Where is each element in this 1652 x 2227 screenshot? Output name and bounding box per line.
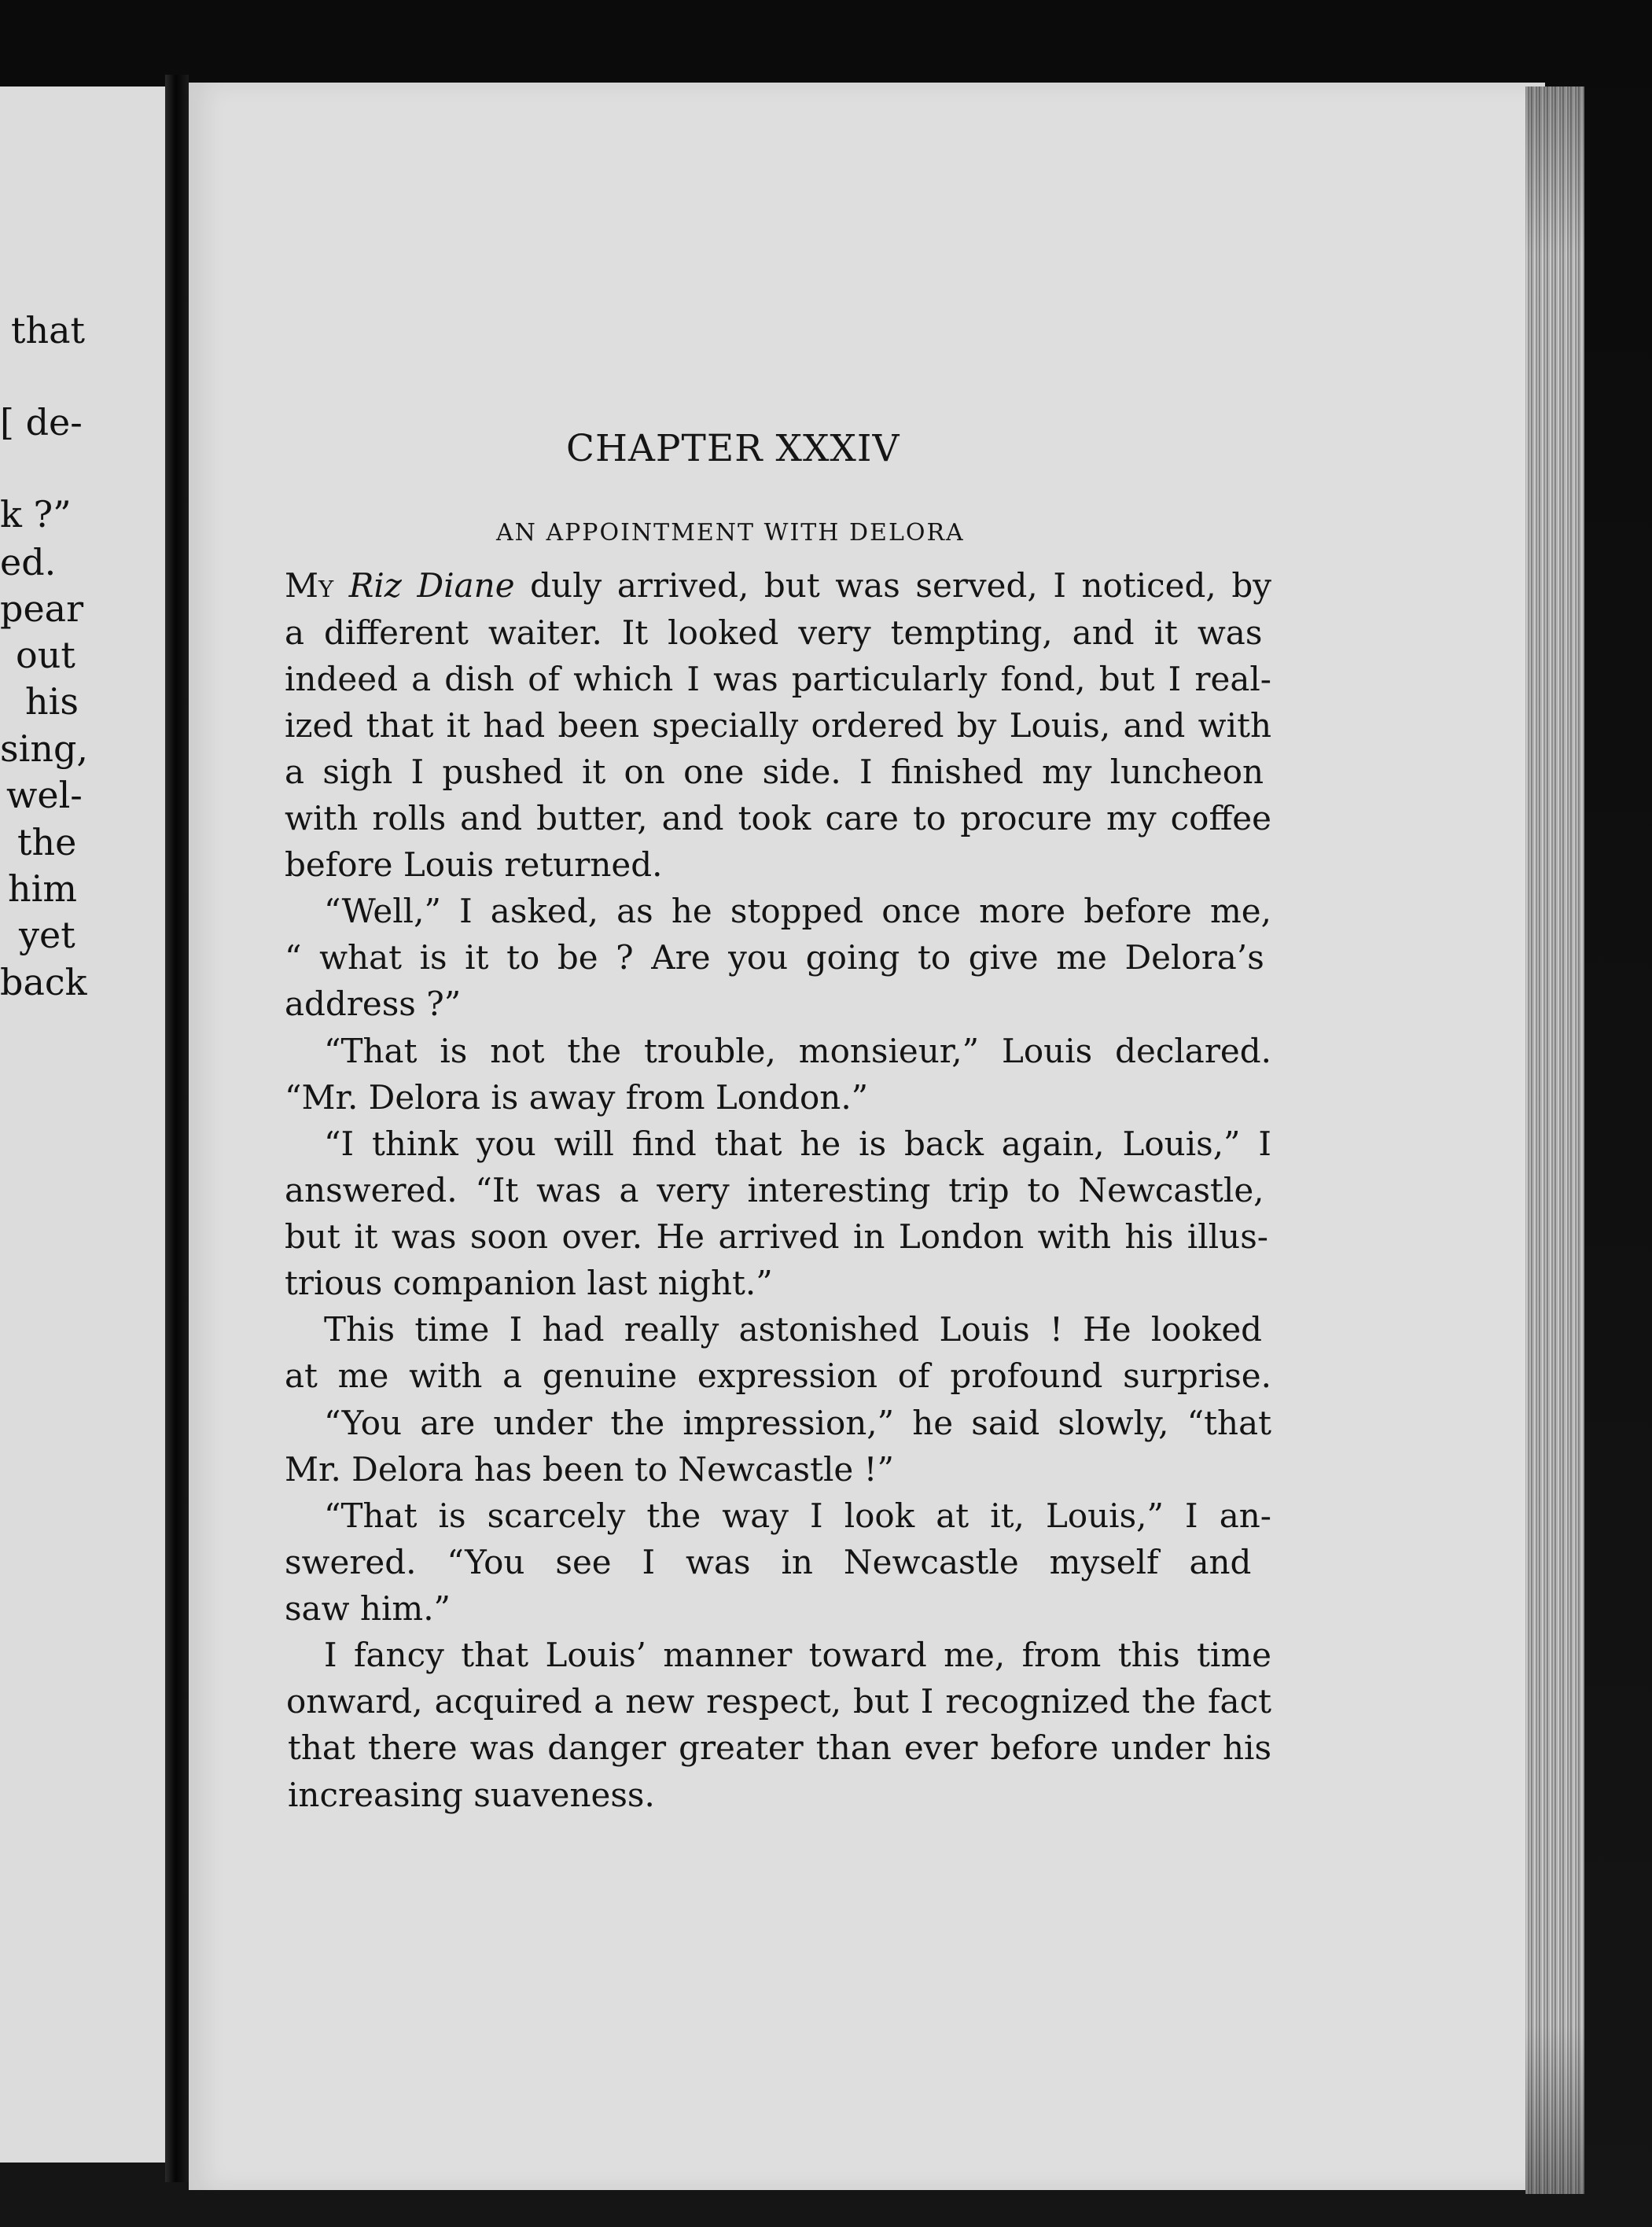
previous-page-line: out <box>16 634 75 676</box>
body-text-line <box>285 1356 1271 1395</box>
previous-page-fragment <box>0 87 165 2163</box>
text-run: swered. “You see I was in Newcastle myself and <box>285 1543 1252 1581</box>
body-text-line <box>285 1264 773 1302</box>
text-run: with rolls and butter, and took care to procure my coffee <box>285 799 1271 837</box>
body-text-line <box>285 753 1264 791</box>
text-run: but it was soon over. He arrived in London with his illus- <box>285 1217 1268 1256</box>
text-run: “ what is it to be ? Are you going to give me Delora’s <box>285 938 1264 977</box>
text-run: “That is scarcely the way I look at it, Louis,” I an- <box>324 1496 1271 1535</box>
previous-page-line: his <box>25 680 79 723</box>
body-text-line <box>285 660 1271 698</box>
text-run: Riz Diane <box>348 566 515 605</box>
text-run: “You are under the impression,” he said slowly, “that <box>324 1404 1271 1442</box>
previous-page-line: that <box>11 309 86 352</box>
text-run: “That is not the trouble, monsieur,” Louis declared. <box>324 1032 1271 1070</box>
previous-page-line: the <box>17 821 77 863</box>
chapter-subtitle: AN APPOINTMENT WITH DELORA <box>496 519 965 547</box>
body-text-line <box>285 1450 894 1489</box>
text-run: I fancy that Louis’ manner toward me, from this time <box>324 1636 1271 1674</box>
body-text-line <box>285 1078 869 1117</box>
text-run: at me with a genuine expression of profound surprise. <box>285 1356 1271 1395</box>
book-gutter <box>165 75 189 2182</box>
page-edges <box>1525 87 1584 2194</box>
previous-page-line: him <box>8 867 77 910</box>
body-text-line <box>324 892 1271 930</box>
text-run: onward, acquired a new respect, but I recognized the fact <box>286 1682 1271 1721</box>
previous-page-line: wel- <box>6 774 83 816</box>
text-run: My <box>285 566 334 605</box>
text-run: answered. “It was a very interesting trip to Newcastle, <box>285 1171 1264 1209</box>
text-run: This time I had really astonished Louis ! He looked <box>324 1310 1263 1349</box>
body-text-line <box>285 1589 451 1628</box>
text-run <box>333 566 349 605</box>
body-text-line <box>285 566 1271 605</box>
body-text-line <box>285 1543 1252 1581</box>
previous-page-line: ed. <box>0 541 57 583</box>
previous-page-line: pear <box>0 587 84 630</box>
body-text-line <box>285 706 1271 745</box>
text-run: increasing suaveness. <box>288 1776 655 1814</box>
chapter-title: CHAPTER XXXIV <box>566 427 900 470</box>
body-text-line <box>285 613 1263 652</box>
previous-page-line: yet <box>19 914 75 956</box>
text-run: a sigh I pushed it on one side. I finished my luncheon <box>285 753 1264 791</box>
text-run: Mr. Delora has been to Newcastle !” <box>285 1450 894 1489</box>
previous-page-line: k ?” <box>0 493 72 536</box>
text-run: “Well,” I asked, as he stopped once more before me, <box>324 892 1271 930</box>
text-run: that there was danger greater than ever before under his <box>288 1728 1271 1767</box>
body-text-line <box>324 1636 1271 1674</box>
previous-page-line: sing, <box>0 727 89 770</box>
body-text-line <box>288 1728 1271 1767</box>
body-text-line <box>286 1682 1271 1721</box>
text-run: “Mr. Delora is away from London.” <box>285 1078 869 1117</box>
previous-page-line: [ de- <box>0 401 83 444</box>
text-run: indeed a dish of which I was particularly fond, but I real- <box>285 660 1271 698</box>
body-text-line <box>285 1217 1268 1256</box>
text-run: saw him.” <box>285 1589 451 1628</box>
body-text-line <box>324 1125 1271 1163</box>
text-run: duly arrived, but was served, I noticed, by <box>514 566 1271 605</box>
text-run: trious companion last night.” <box>285 1264 773 1302</box>
body-text-line <box>324 1310 1263 1349</box>
body-text-line <box>324 1404 1271 1442</box>
text-run: a different waiter. It looked very tempting, and it was <box>285 613 1263 652</box>
text-run: “I think you will find that he is back again, Louis,” I <box>324 1125 1271 1163</box>
body-text-line <box>285 799 1271 837</box>
body-text-line <box>285 1171 1264 1209</box>
body-text-line <box>285 985 462 1023</box>
body-text-line <box>285 938 1264 977</box>
body-text-line <box>324 1032 1271 1070</box>
text-run: ized that it had been specially ordered by Louis, and with <box>285 706 1271 745</box>
body-text-line <box>285 845 663 884</box>
text-run: address ?” <box>285 985 462 1023</box>
body-text-line <box>288 1776 655 1814</box>
body-text-line <box>324 1496 1271 1535</box>
text-run: before Louis returned. <box>285 845 663 884</box>
previous-page-line: back <box>0 961 87 1003</box>
